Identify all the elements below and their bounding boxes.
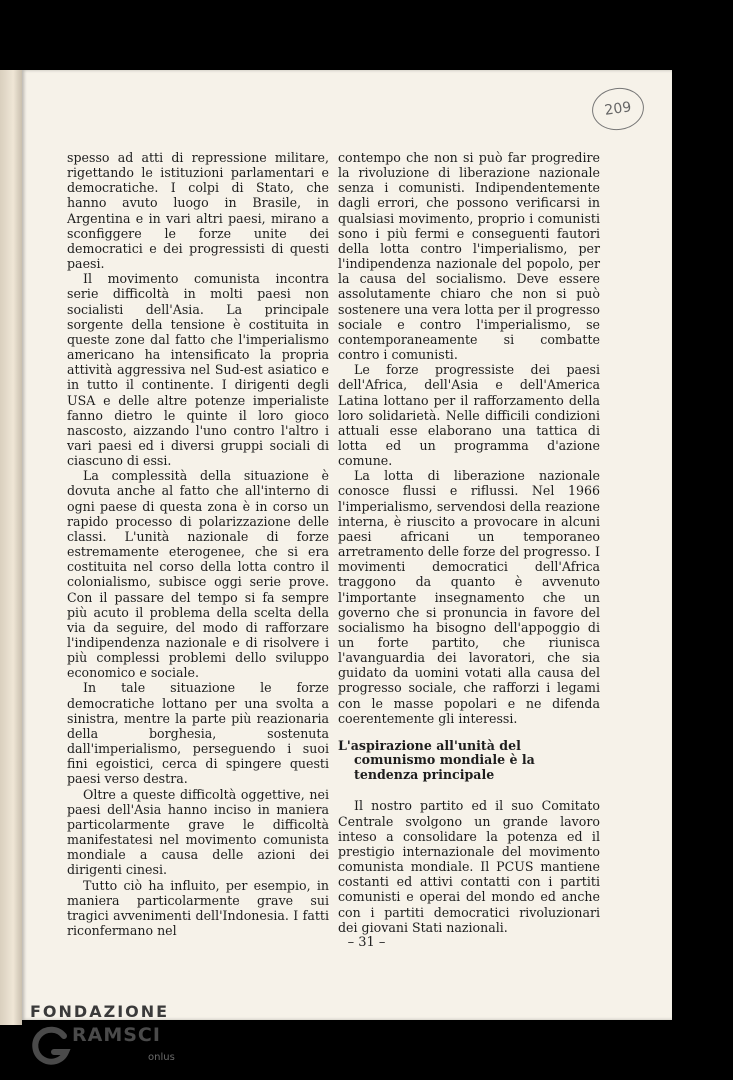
watermark-main-text: RAMSCI — [72, 1024, 161, 1046]
paragraph: La lotta di liberazione nazionale conosce flussi e riflussi. Nel 1966 l'imperialismo, servendosi della reazione interna, è riuscito a provocare in alcuni paesi africani un temporaneo arretramento delle forze del progresso. I movimenti democratici dell'Africa traggono da quanto è avvenuto l'importante insegnamento che un governo che si pronuncia in favore del socialismo ha bisogno dell'appoggio di un forte partito, che riunisca l'avanguardia dei lavoratori, che sia guidato da uomini votati alla causa del progresso sociale, che rafforzi i legami con le masse popolari e ne difenda coerentemente gli interessi. — [338, 468, 600, 726]
watermark-top-text: FONDAZIONE — [30, 1002, 170, 1021]
right-column — [338, 150, 600, 935]
left-page-edge — [0, 70, 22, 1025]
watermark-logo — [30, 1002, 220, 1080]
left-column — [67, 150, 329, 938]
paragraph: Il nostro partito ed il suo Comitato Centrale svolgono un grande lavoro inteso a consolidare la potenza ed il prestigio internazionale del movimento comunista mondiale. Il PCUS mantiene costanti ed attivi contatti con i partiti comunisti e operai del mondo ed anche con i partiti democratici rivoluzionari dei giovani Stati nazionali. — [338, 798, 600, 935]
watermark-sub-text: onlus — [148, 1052, 175, 1063]
handwritten-page-note: 209 — [589, 85, 646, 134]
page-number: – 31 – — [347, 935, 386, 950]
paragraph: La complessità della situazione è dovuta anche al fatto che all'interno di ogni paese di questa zona è in corso un rapido processo di polarizzazione delle classi. L'unità nazionale di forze estremamente eterogenee, che si era costituita nel corso della lotta contro il colonialismo, subisce oggi serie prove. Con il passare del tempo si fa sempre più acuto il problema della scelta della via da seguire, del modo di rafforzare l'indipendenza nazionale e di risolvere i più complessi problemi dello sviluppo economico e sociale. — [67, 468, 329, 681]
watermark-g-icon — [30, 1024, 74, 1068]
paragraph: spesso ad atti di repressione militare, rigettando le istituzioni parlamentari e democratiche. I colpi di Stato, che hanno avuto luogo in Brasile, in Argentina e in vari altri paesi, mirano a sconfiggere le forze unite dei democratici e dei progressisti di questi paesi. — [67, 150, 329, 272]
paragraph: In tale situazione le forze democratiche lottano per una svolta a sinistra, mentre la parte più reazionaria della borghesia, sostenuta dall'imperialismo, perseguendo i suoi fini egoistici, cerca di spingere questi paesi verso destra. — [67, 680, 329, 787]
paragraph: Il movimento comunista incontra serie difficoltà in molti paesi non socialisti dell'Asia. La principale sorgente della tensione è costituita in queste zone dal fatto che l'imperialismo americano ha intensificato la propria attività aggressiva nel Sud-est asiatico e in tutto il continente. I dirigenti degli USA e delle altre potenze imperialiste fanno dietro le quinte il loro gioco nascosto, aizzando l'uno contro l'altro i vari paesi ed i diversi gruppi sociali di ciascuno di essi. — [67, 271, 329, 469]
paragraph: contempo che non si può far progredire la rivoluzione di liberazione nazionale senza i comunisti. Indipendentemente dagli errori, che possono verificarsi in qualsiasi movimento, proprio i comunisti sono i più fermi e conseguenti fautori della lotta contro l'imperialismo, per l'indipendenza nazionale del popolo, per la causa del socialismo. Deve essere assolutamente chiaro che non si può sostenere una vera lotta per il progresso sociale e contro l'imperialismo, se contemporaneamente si combatte contro i comunisti. — [338, 150, 600, 363]
section-heading: L'aspirazione all'unità del comunismo mondiale è la tendenza principale — [338, 737, 535, 782]
paragraph: Le forze progressiste dei paesi dell'Africa, dell'Asia e dell'America Latina lottano per il rafforzamento della loro solidarietà. Nelle difficili condizioni attuali esse elaborano una tattica di lotta ed un programma d'azione comune. — [338, 362, 600, 469]
paragraph: Tutto ciò ha influito, per esempio, in maniera particolarmente grave sui tragici avvenimenti dell'Indonesia. I fatti riconfermano nel — [67, 877, 329, 938]
paragraph: Oltre a queste difficoltà oggettive, nei paesi dell'Asia hanno inciso in maniera particolarmente grave le difficoltà manifestatesi nel movimento comunista mondiale a causa delle azioni dei dirigenti cinesi. — [67, 786, 329, 878]
